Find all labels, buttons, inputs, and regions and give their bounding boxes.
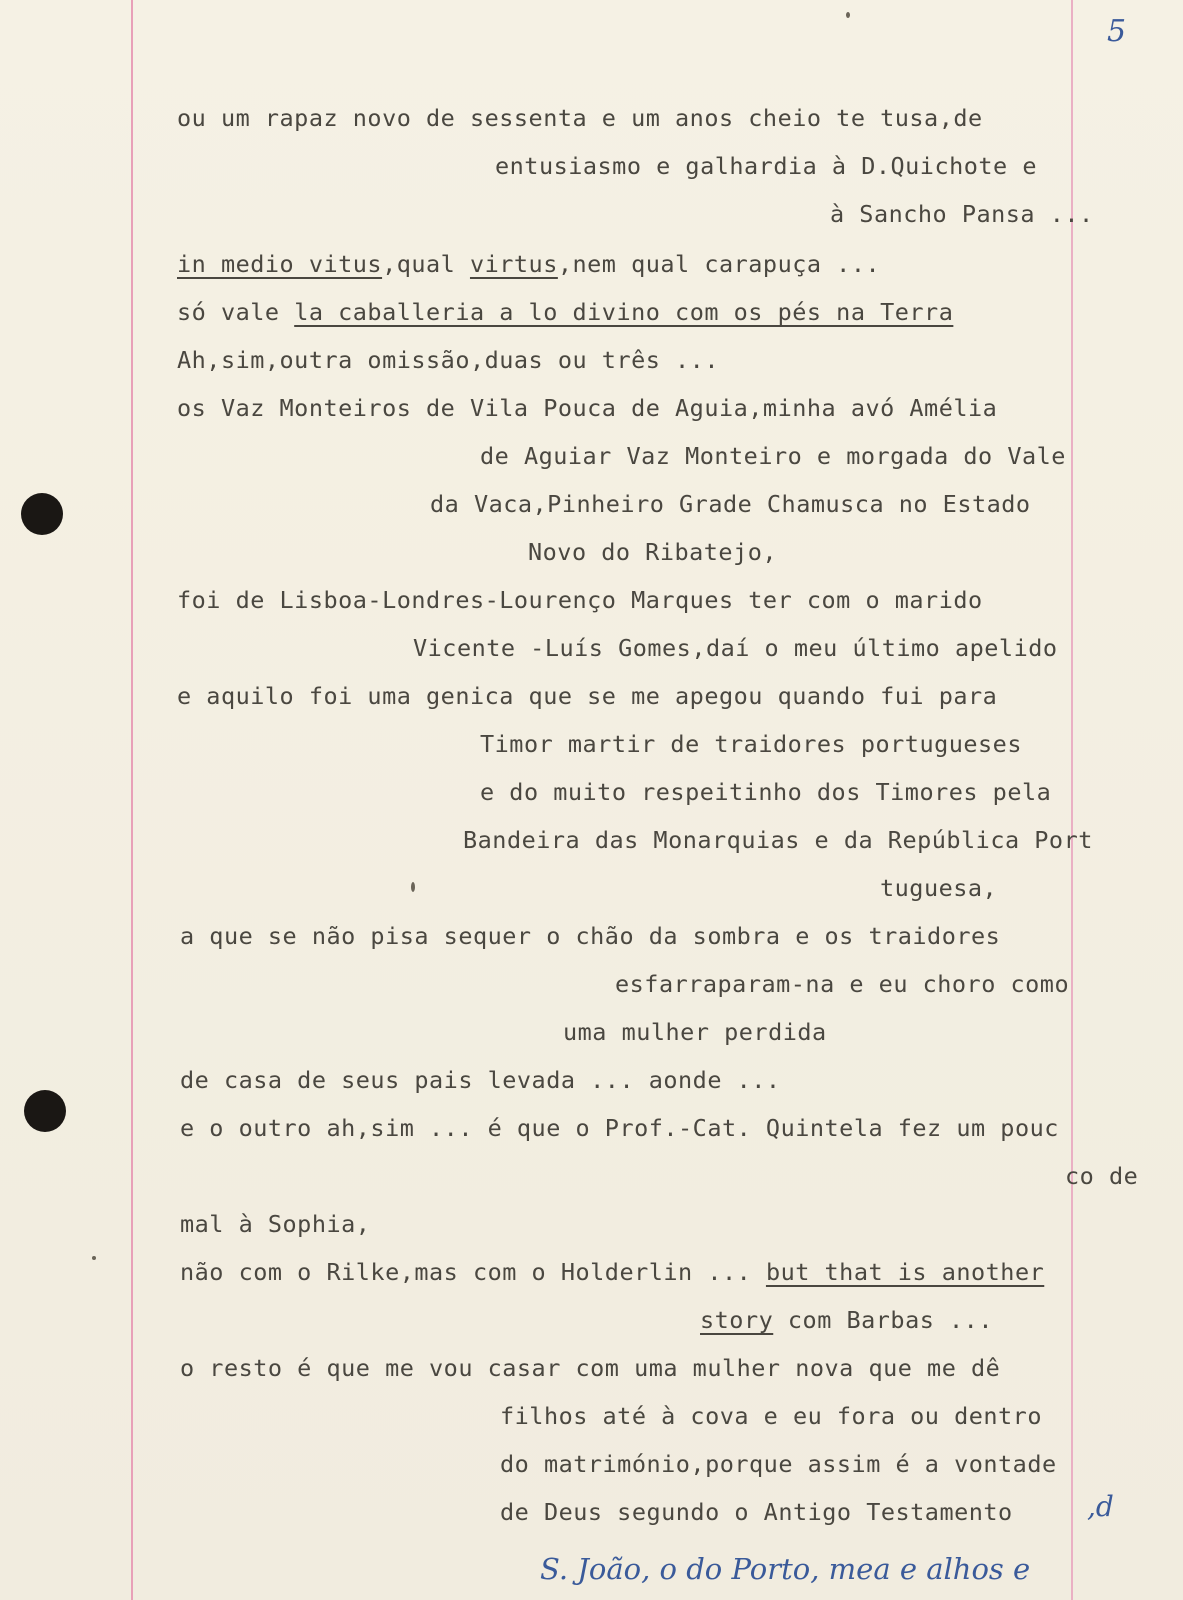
right-margin-line <box>1071 0 1073 1600</box>
text-line-8: de Aguiar Vaz Monteiro e morgada do Vale <box>480 442 1066 470</box>
paper-speck <box>411 882 415 892</box>
text-line-18: a que se não pisa sequer o chão da sombra e os traidores <box>180 922 1001 950</box>
text-line-29: do matrimónio,porque assim é a vontade <box>500 1450 1057 1478</box>
punch-hole-bottom <box>24 1090 66 1132</box>
text-line-4: in medio vitus,qual virtus,nem qual carapuça ... <box>177 250 881 278</box>
text-line-15: e do muito respeitinho dos Timores pela <box>480 778 1052 806</box>
page-number: 5 <box>1107 14 1127 49</box>
text-line-1: ou um rapaz novo de sessenta e um anos cheio te tusa,de <box>177 104 983 132</box>
text-line-21: de casa de seus pais levada ... aonde ... <box>180 1066 781 1094</box>
text-line-16: Bandeira das Monarquias e da República Port <box>463 826 1093 854</box>
text-line-2: entusiasmo e galhardia à D.Quichote e <box>495 152 1037 180</box>
text-line-17: tuguesa, <box>880 874 998 902</box>
text-line-25: não com o Rilke,mas com o Holderlin ... but that is another <box>180 1258 1045 1286</box>
text-line-11: foi de Lisboa-Londres-Lourenço Marques ter com o marido <box>177 586 983 614</box>
underlined-phrase: in medio vitus <box>177 250 383 278</box>
underlined-phrase: story <box>700 1306 774 1334</box>
text-line-14: Timor martir de traidores portugueses <box>480 730 1022 758</box>
text-line-9: da Vaca,Pinheiro Grade Chamusca no Estado <box>430 490 1031 518</box>
left-margin-line <box>131 0 133 1600</box>
text-line-13: e aquilo foi uma genica que se me apegou quando fui para <box>177 682 998 710</box>
underlined-phrase: virtus <box>469 250 558 278</box>
text-line-7: os Vaz Monteiros de Vila Pouca de Aguia,minha avó Amélia <box>177 394 998 422</box>
handwritten-mark: ,d <box>1087 1490 1114 1523</box>
text-line-26: story com Barbas ... <box>700 1306 993 1334</box>
text-line-6: Ah,sim,outra omissão,duas ou três ... <box>177 346 719 374</box>
text-line-19: esfarraparam-na e eu choro como <box>615 970 1070 998</box>
text-line-28: filhos até à cova e eu fora ou dentro <box>500 1402 1042 1430</box>
paper-speck <box>92 1256 96 1260</box>
paper-speck <box>846 12 850 18</box>
underlined-phrase: la caballeria a lo divino com os pés na Terra <box>294 298 954 326</box>
text-line-5: só vale la caballeria a lo divino com os pés na Terra <box>177 298 954 326</box>
underlined-phrase: but that is another <box>765 1258 1045 1286</box>
punch-hole-top <box>21 493 63 535</box>
handwritten-note: S. João, o do Porto, mea e alhos e <box>540 1552 1031 1586</box>
text-line-12: Vicente -Luís Gomes,daí o meu último apelido <box>413 634 1058 662</box>
text-line-22: e o outro ah,sim ... é que o Prof.-Cat. Quintela fez um pouc <box>180 1114 1059 1142</box>
text-line-23: co de <box>1065 1162 1139 1190</box>
text-line-10: Novo do Ribatejo, <box>528 538 778 566</box>
text-line-24: mal à Sophia, <box>180 1210 371 1238</box>
text-line-20: uma mulher perdida <box>563 1018 827 1046</box>
text-line-27: o resto é que me vou casar com uma mulher nova que me dê <box>180 1354 1001 1382</box>
text-line-3: à Sancho Pansa ... <box>830 200 1094 228</box>
text-line-30: de Deus segundo o Antigo Testamento <box>500 1498 1013 1526</box>
